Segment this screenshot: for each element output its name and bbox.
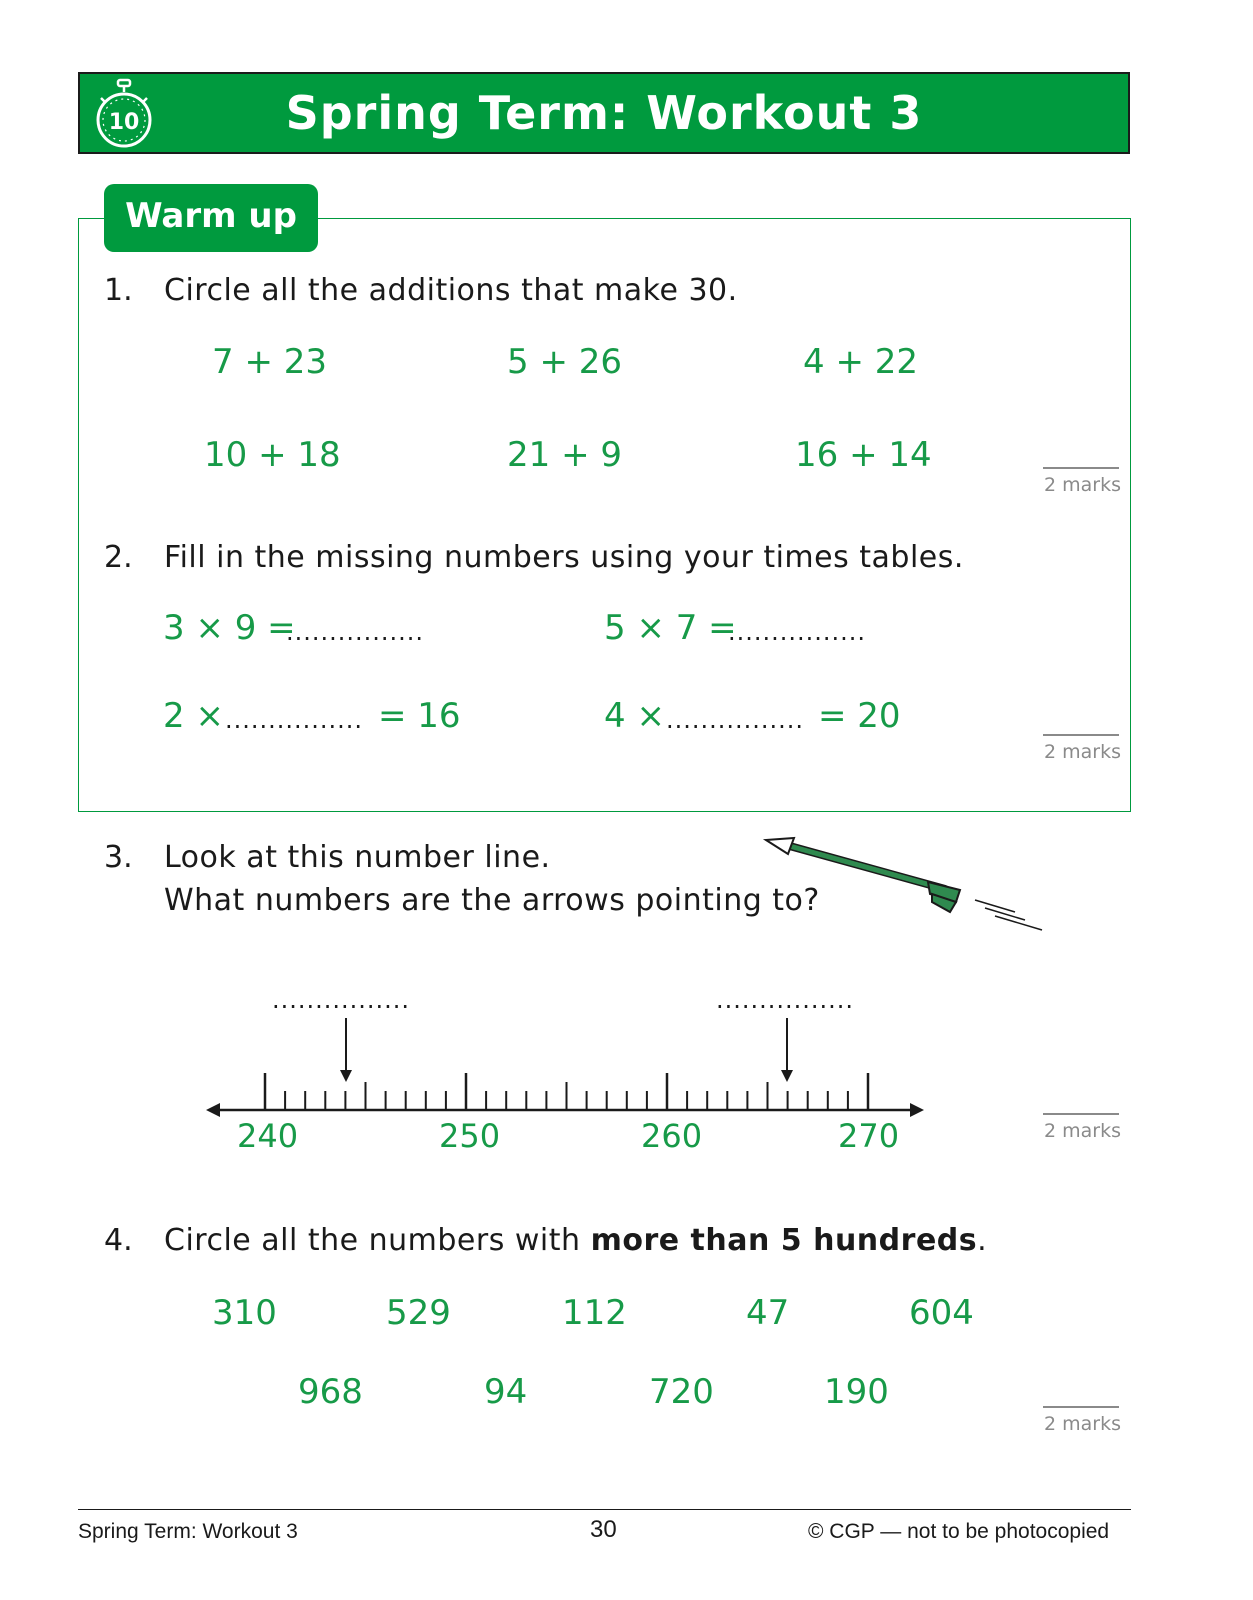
answer-blank[interactable]: ................ [286, 618, 425, 646]
number-item[interactable]: 190 [824, 1372, 889, 1412]
question-4-text-start: Circle all the numbers with [164, 1223, 591, 1258]
number-line-label: 240 [237, 1117, 299, 1155]
question-1-text: Circle all the additions that make 30. [164, 273, 738, 308]
marks-line [1043, 734, 1119, 736]
warm-up-label: Warm up [125, 196, 297, 236]
number-item[interactable]: 112 [562, 1293, 627, 1333]
addition-item[interactable]: 4 + 22 [803, 342, 918, 382]
addition-item[interactable]: 10 + 18 [204, 435, 341, 475]
marks-label: 2 marks [1044, 474, 1121, 496]
marks-line [1043, 1113, 1119, 1115]
number-item[interactable]: 529 [386, 1293, 451, 1333]
page-title: Spring Term: Workout 3 [285, 86, 923, 140]
number-line [200, 1010, 940, 1160]
question-4-text-end: . [977, 1223, 988, 1258]
title-banner [78, 72, 1130, 154]
number-item[interactable]: 720 [649, 1372, 714, 1412]
flying-arrow-illustration [760, 832, 1050, 936]
left-arrowhead [206, 1103, 220, 1117]
question-3-number: 3. [104, 840, 133, 875]
marks-label: 2 marks [1044, 1120, 1121, 1142]
right-arrowhead [910, 1103, 924, 1117]
addition-item[interactable]: 7 + 23 [212, 342, 327, 382]
number-item[interactable]: 47 [746, 1293, 790, 1333]
question-3-line2: What numbers are the arrows pointing to? [164, 883, 820, 918]
marks-label: 2 marks [1044, 1413, 1121, 1435]
question-2-number: 2. [104, 540, 133, 575]
number-item[interactable]: 94 [484, 1372, 528, 1412]
question-3-line1: Look at this number line. [164, 840, 551, 875]
number-line-ticks [265, 1073, 868, 1110]
number-line-blank-2[interactable]: ................ [716, 986, 855, 1014]
answer-blank[interactable]: ................ [728, 618, 867, 646]
marks-line [1043, 1406, 1119, 1408]
footer-title: Spring Term: Workout 3 [78, 1520, 298, 1543]
question-4-emphasis: more than 5 hundreds [590, 1223, 978, 1258]
addition-item[interactable]: 16 + 14 [795, 435, 932, 475]
footer-rule [78, 1509, 1131, 1510]
number-line-blank-1[interactable]: ................ [272, 986, 411, 1014]
number-item[interactable]: 604 [909, 1293, 974, 1333]
pointer-arrow-1 [340, 1070, 352, 1082]
question-2-text: Fill in the missing numbers using your times tables. [164, 540, 964, 575]
times-left: 3 × 9 = [163, 608, 296, 648]
answer-blank[interactable]: ................ [666, 706, 805, 734]
answer-blank[interactable]: ................ [225, 706, 364, 734]
times-left: 2 × [163, 696, 224, 736]
marks-line [1043, 467, 1119, 469]
number-item[interactable]: 310 [212, 1293, 277, 1333]
page-number: 30 [590, 1516, 617, 1543]
addition-item[interactable]: 5 + 26 [507, 342, 622, 382]
question-4-number: 4. [104, 1223, 133, 1258]
warm-up-tab [104, 184, 318, 252]
question-4-text [164, 1223, 987, 1258]
times-right: = 20 [818, 696, 901, 736]
number-item[interactable]: 968 [298, 1372, 363, 1412]
number-line-label: 260 [641, 1117, 703, 1155]
timer-minutes: 10 [108, 110, 140, 135]
number-line-label: 250 [439, 1117, 501, 1155]
times-left: 5 × 7 = [604, 608, 737, 648]
times-right: = 16 [378, 696, 461, 736]
footer-copyright: © CGP — not to be photocopied [808, 1520, 1110, 1543]
question-1-number: 1. [104, 273, 133, 308]
marks-label: 2 marks [1044, 741, 1121, 763]
number-line-label: 270 [838, 1117, 900, 1155]
addition-item[interactable]: 21 + 9 [507, 435, 622, 475]
times-left: 4 × [604, 696, 665, 736]
pointer-arrow-2 [781, 1070, 793, 1082]
